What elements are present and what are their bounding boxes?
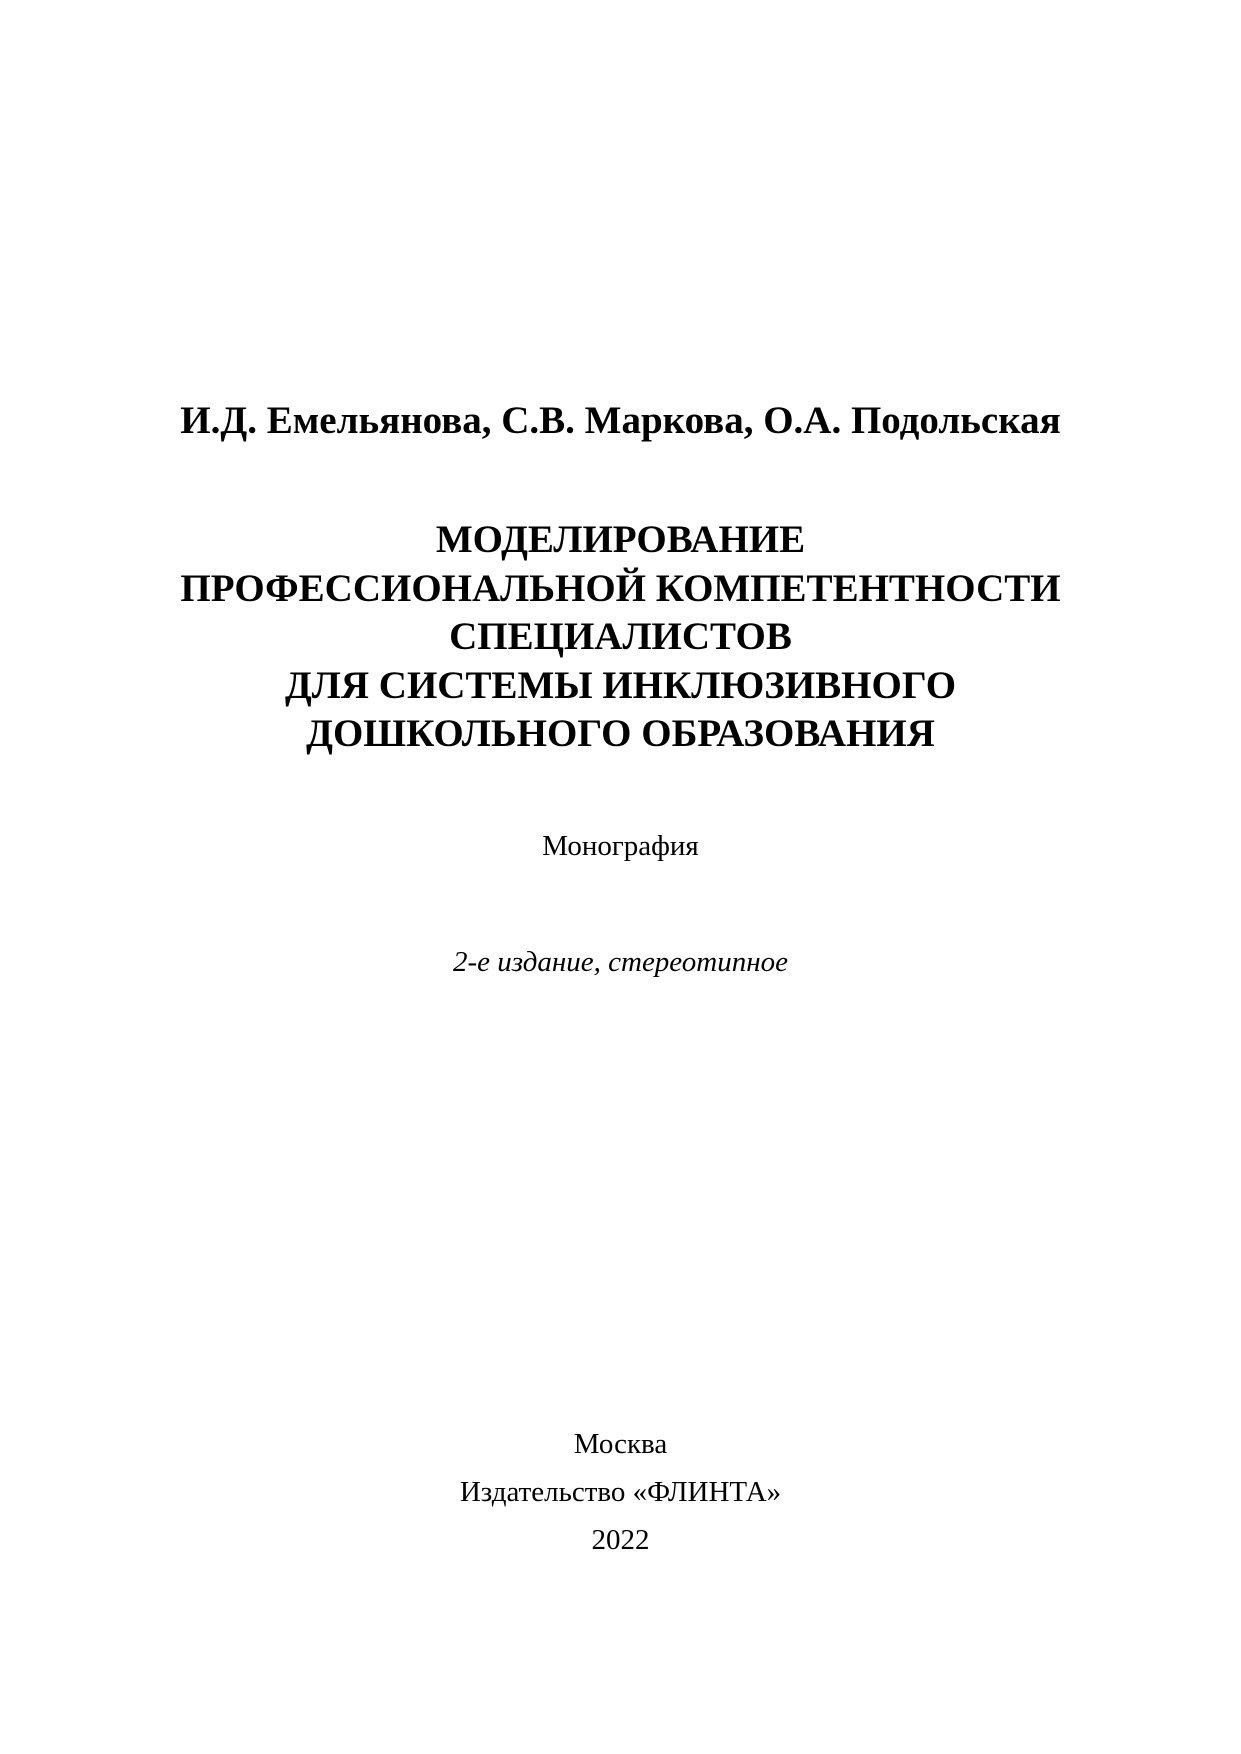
book-title xyxy=(0,516,1241,759)
imprint-publisher: Издательство «ФЛИНТА» xyxy=(459,1476,782,1508)
imprint-city: Москва xyxy=(573,1428,668,1460)
imprint-year: 2022 xyxy=(591,1524,650,1556)
title-line: ДОШКОЛЬНОГО ОБРАЗОВАНИЯ xyxy=(306,712,935,755)
title-line: ПРОФЕССИОНАЛЬНОЙ КОМПЕТЕНТНОСТИ xyxy=(180,566,1061,610)
edition-note: 2-е издание, стереотипное xyxy=(452,946,788,978)
title-line: ДЛЯ СИСТЕМЫ ИНКЛЮЗИВНОГО xyxy=(284,663,957,707)
genre-label: Монография xyxy=(542,830,699,862)
imprint xyxy=(0,1420,1241,1564)
title-line: СПЕЦИАЛИСТОВ xyxy=(449,615,792,658)
title-line: МОДЕЛИРОВАНИЕ xyxy=(435,518,806,561)
authors: И.Д. Емельянова, С.В. Маркова, О.А. Подольская xyxy=(180,399,1061,442)
